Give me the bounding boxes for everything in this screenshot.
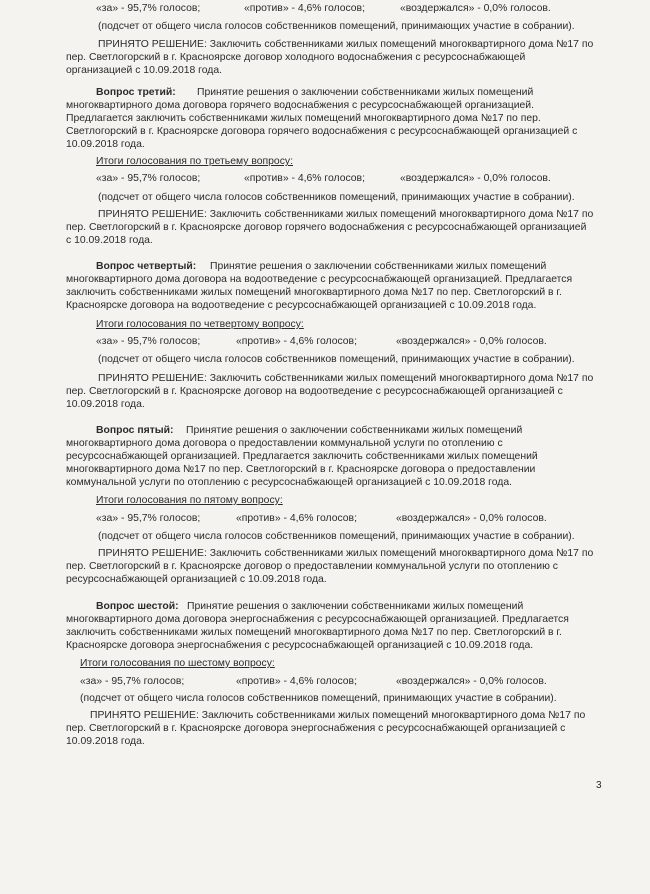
question-text: заключить собственниками жилых помещений многоквартирного дома №17 по пер. Светлогорский в г. <box>66 627 562 638</box>
vote-for: «за» - 95,7% голосов; <box>96 336 201 347</box>
vote-abstain: «воздержался» - 0,0% голосов. <box>396 513 547 524</box>
vote-note: (подсчет от общего числа голосов собственников помещений, принимающих участие в собрании). <box>98 531 575 542</box>
question-text: ресурсоснабжающей организацией. Предлагается заключить собственниками жилых помещений <box>66 451 538 462</box>
question-text: Принятие решения о заключении собственниками жилых помещений <box>197 87 534 98</box>
question-heading: Вопрос третий: <box>96 87 176 98</box>
decision-line: ПРИНЯТО РЕШЕНИЕ: Заключить собственниками жилых помещений многоквартирного дома №17 по <box>90 710 586 721</box>
question-text: Светлогорский в г. Красноярске договора горячего водоснабжения с ресурсоснабжающей организацией с <box>66 126 578 137</box>
decision-line: ПРИНЯТО РЕШЕНИЕ: Заключить собственниками жилых помещений многоквартирного дома №17 по <box>98 373 594 384</box>
vote-abstain: «воздержался» - 0,0% голосов. <box>400 173 551 184</box>
voting-results-title: Итоги голосования по шестому вопросу: <box>80 658 275 669</box>
vote-abstain: «воздержался» - 0,0% голосов. <box>396 676 547 687</box>
question-text: Красноярске договора на водоотведение с ресурсоснабжающей организацией с 10.09.2018 года. <box>66 300 537 311</box>
question-heading: Вопрос шестой: <box>96 601 179 612</box>
voting-results-title: Итоги голосования по третьему вопросу: <box>96 156 293 167</box>
vote-abstain: «воздержался» - 0,0% голосов. <box>400 3 551 14</box>
decision-line: 10.09.2018 года. <box>66 736 145 747</box>
decision-line: пер. Светлогорский в г. Красноярске договора энергоснабжения с ресурсоснабжающей организацией с <box>66 723 566 734</box>
vote-against: «против» - 4,6% голосов; <box>236 513 357 524</box>
decision-line: 10.09.2018 года. <box>66 399 145 410</box>
question-heading: Вопрос пятый: <box>96 425 174 436</box>
vote-against: «против» - 4,6% голосов; <box>236 676 357 687</box>
question-text: многоквартирного дома №17 по пер. Светлогорский в г. Красноярске договора о предоставлении <box>66 464 536 475</box>
question-text: многоквартирного дома договора горячего водоснабжения с ресурсоснабжающей организацией. <box>66 100 534 111</box>
question-text: Принятие решения о заключении собственниками жилых помещений <box>210 261 547 272</box>
question-text: заключить собственниками жилых помещений многоквартирного дома №17 по пер. Светлогорский в г. <box>66 287 562 298</box>
question-text: коммунальной услуги по отоплению с ресурсоснабжающей организацией с 10.09.2018 года. <box>66 477 512 488</box>
question-text: Красноярске договора энергоснабжения с ресурсоснабжающей организацией с 10.09.2018 года. <box>66 640 534 651</box>
vote-for: «за» - 95,7% голосов; <box>96 173 201 184</box>
question-text: Принятие решения о заключении собственниками жилых помещений <box>187 601 524 612</box>
vote-note: (подсчет от общего числа голосов собственников помещений, принимающих участие в собрании). <box>80 693 557 704</box>
decision-line: ПРИНЯТО РЕШЕНИЕ: Заключить собственниками жилых помещений многоквартирного дома №17 по <box>98 548 594 559</box>
decision-line: ПРИНЯТО РЕШЕНИЕ: Заключить собственниками жилых помещений многоквартирного дома №17 по <box>98 209 594 220</box>
vote-against: «против» - 4,6% голосов; <box>236 336 357 347</box>
vote-against: «против» - 4,6% голосов; <box>244 173 365 184</box>
vote-for: «за» - 95,7% голосов; <box>96 513 201 524</box>
question-text: 10.09.2018 года. <box>66 139 145 150</box>
decision-line: пер. Светлогорский в г. Красноярске договор на водоотведение с ресурсоснабжающей организацией с <box>66 386 563 397</box>
question-text: многоквартирного дома договора энергоснабжения с ресурсоснабжающей организацией. Предлагается <box>66 614 569 625</box>
voting-results-title: Итоги голосования по пятому вопросу: <box>96 495 283 506</box>
question-text: многоквартирного дома договора о предоставлении коммунальной услуги по отоплению с <box>66 438 503 449</box>
page-number: 3 <box>596 780 602 791</box>
decision-line: пер. Светлогорский в г. Красноярске договор холодного водоснабжения с ресурсоснабжающей <box>66 52 526 63</box>
question-text: многоквартирного дома договора на водоотведение с ресурсоснабжающей организацией. Предлагается <box>66 274 573 285</box>
voting-results-title: Итоги голосования по четвертому вопросу: <box>96 319 304 330</box>
decision-line: организацией с 10.09.2018 года. <box>66 65 223 76</box>
question-heading: Вопрос четвертый: <box>96 261 197 272</box>
vote-note: (подсчет от общего числа голосов собственников помещений, принимающих участие в собрании). <box>98 354 575 365</box>
vote-note: (подсчет от общего числа голосов собственников помещений, принимающих участие в собрании). <box>98 192 575 203</box>
question-text: Принятие решения о заключении собственниками жилых помещений <box>186 425 523 436</box>
decision-line: пер. Светлогорский в г. Красноярске договор горячего водоснабжения с ресурсоснабжающей организацией <box>66 222 587 233</box>
vote-for: «за» - 95,7% голосов; <box>80 676 185 687</box>
question-text: Предлагается заключить собственниками жилых помещений многоквартирного дома №17 по пер. <box>66 113 541 124</box>
decision-line: с 10.09.2018 года. <box>66 235 153 246</box>
vote-against: «против» - 4,6% голосов; <box>244 3 365 14</box>
decision-line: ПРИНЯТО РЕШЕНИЕ: Заключить собственниками жилых помещений многоквартирного дома №17 по <box>98 39 594 50</box>
vote-note: (подсчет от общего числа голосов собственников помещений, принимающих участие в собрании). <box>98 21 575 32</box>
vote-for: «за» - 95,7% голосов; <box>96 3 201 14</box>
decision-line: пер. Светлогорский в г. Красноярске договор о предоставлении коммунальной услуги по отоплению с <box>66 561 558 572</box>
vote-abstain: «воздержался» - 0,0% голосов. <box>396 336 547 347</box>
decision-line: ресурсоснабжающей организацией с 10.09.2018 года. <box>66 574 327 585</box>
